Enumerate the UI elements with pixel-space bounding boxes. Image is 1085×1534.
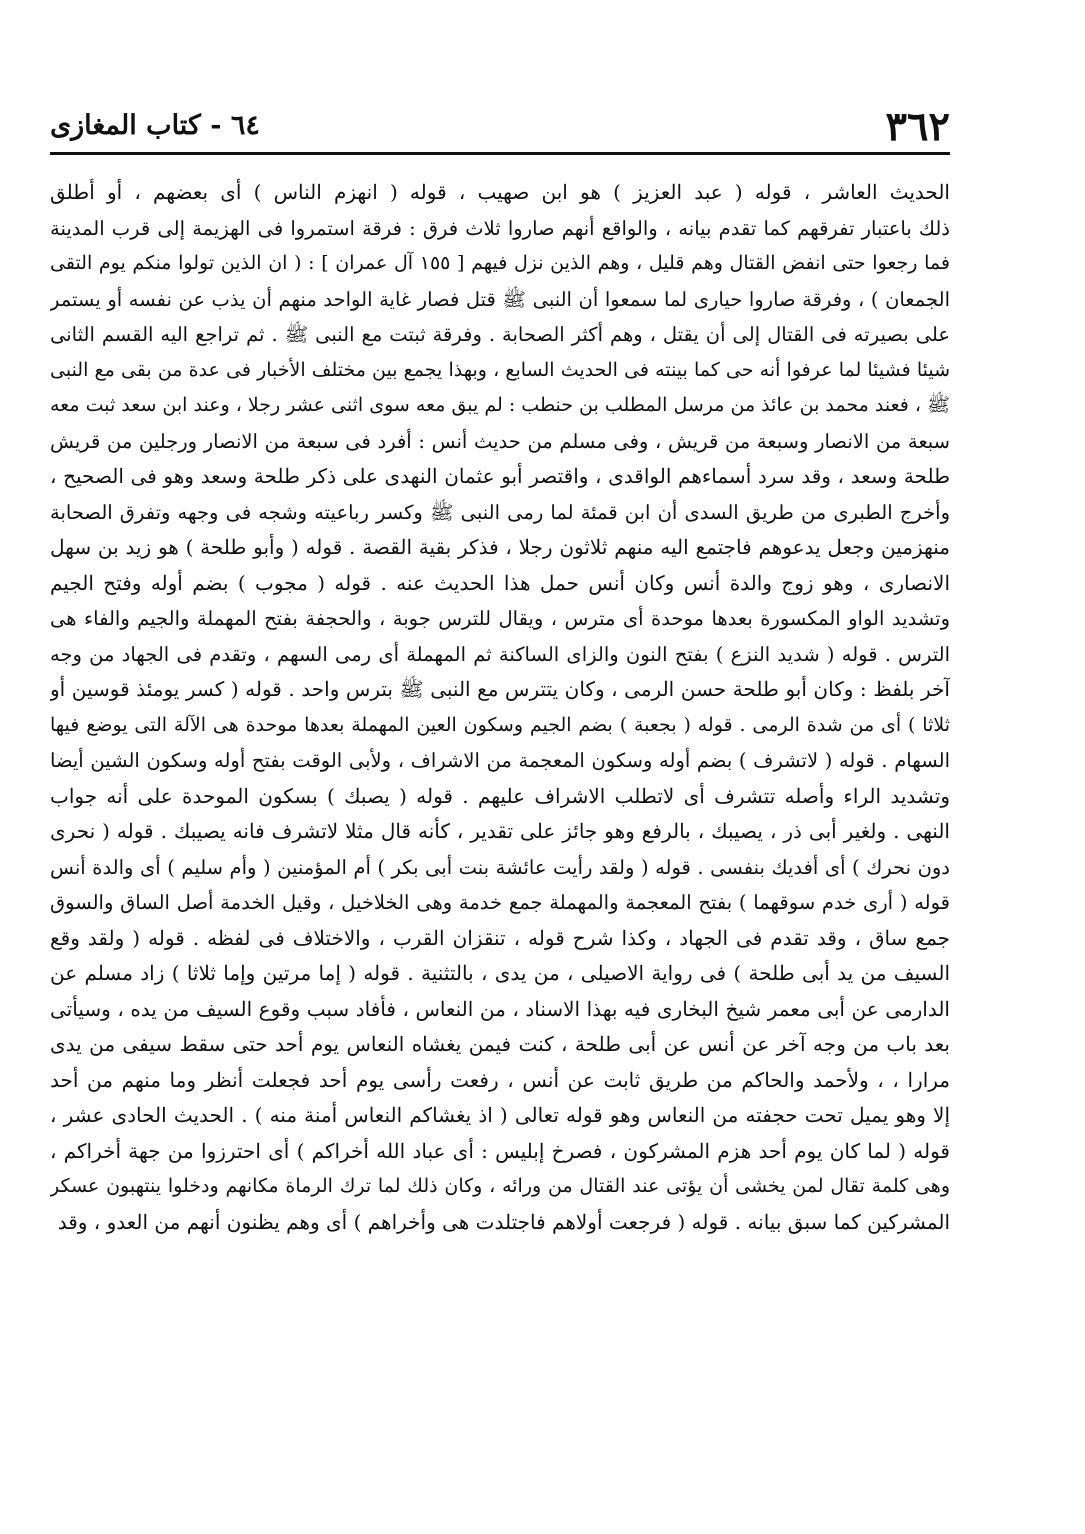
header-rule xyxy=(50,152,950,155)
text-line: ذلك باعتبار تفرقهم كما تقدم بيانه ، والواقع أنهم صاروا ثلاث فرق : فرقة استمروا فى الهزيمة إلى قرب المدينة xyxy=(50,216,950,240)
text-line: ثلاثا ) أى من شدة الرمى . قوله ( بجعبة ) بضم الجيم وسكون العين المهملة بعدها موحدة هى الآلة التى يوضع فيها xyxy=(50,713,950,736)
text-line: مرارا ، ، ولأحمد والحاكم من طريق ثابت عن أنس ، رفعت رأسى يوم أحد فجعلت أنظر وما منهم من أحد xyxy=(50,1067,950,1092)
text-line: على بصيرته فى القتال إلى أن يقتل ، وهم أكثر الصحابة . وفرقة ثبتت مع النبى ﷺ . ثم تراجع اليه القسم الثانى xyxy=(50,323,950,346)
text-line: الدارمى عن أبى معمر شيخ البخارى فيه بهذا الاسناد ، من النعاس ، فأفاد سبب وقوع السيف من يده ، وسيأتى xyxy=(50,996,950,1021)
text-line: آخر بلفظ : وكان أبو طلحة حسن الرمى ، وكان يتترس مع النبى ﷺ بترس واحد . قوله ( كسر يومئذ قوسين أو xyxy=(50,677,950,701)
text-line: فما رجعوا حتى انفض القتال وهم قليل ، وهم الذين نزل فيهم [ ١٥٥ آل عمران ] : ( ان الذين تولوا منكم يوم التقى xyxy=(50,252,950,274)
page-number: ٣٦٢ xyxy=(885,103,950,150)
text-line: المشركين كما سبق بيانه . قوله ( فرجعت أولاهم فاجتلدت هى وأخراهم ) أى وهم يظنون أنهم من العدو ، وقد xyxy=(57,1209,950,1234)
text-line: الترس . قوله ( شديد النزع ) بفتح النون والزاى الساكنة ثم المهملة أى رمى السهم ، وتقدم فى الجهاد من وجه xyxy=(50,642,950,666)
text-line: دون نحرك ) أى أفديك بنفسى . قوله ( ولقد رأيت عائشة بنت أبى بكر ) أم المؤمنين ( وأم سليم ) أى والدة أنس xyxy=(50,855,950,879)
running-title: ٦٤ - كتاب المغازى xyxy=(50,110,260,141)
text-line: إلا وهو يميل تحت حجفته من النعاس وهو قوله تعالى ( اذ يغشاكم النعاس أمنة منه ) . الحديث الحادى عشر ، xyxy=(50,1103,950,1127)
text-line: ﷺ ، فعند محمد بن عائذ من مرسل المطلب بن حنطب : لم يبق معه سوى اثنى عشر رجلا ، وعند ابن سعد ثبت معه xyxy=(50,394,950,416)
text-line: سبعة من الانصار وسبعة من قريش ، وفى مسلم من حديث أنس : أفرد فى سبعة من الانصار ورجلين من قريش xyxy=(50,429,950,453)
text-line: بعد باب من وجه آخر عن أنس عن أبى طلحة ، كنت فيمن يغشاه النعاس يوم أحد حتى سقط سيفى من يدى xyxy=(50,1032,950,1056)
text-line: الانصارى ، وهو زوج والدة أنس وكان أنس حمل هذا الحديث عنه . قوله ( مجوب ) بضم أوله وفتح الجيم xyxy=(50,570,950,595)
text-line: وهى كلمة تقال لمن يخشى أن يؤتى عند القتال من ورائه ، وكان ذلك لما ترك الرماة مكانهم ودخلوا ينتهبون عسكر xyxy=(50,1175,950,1197)
text-line: شيئا فشيئا لما عرفوا أنه حى كما بينته فى الحديث السابع ، وبهذا يجمع بين مختلف الأخبار فى عدة من بقى مع النبى xyxy=(50,358,950,381)
page-header xyxy=(50,102,950,152)
text-line: النهى . ولغير أبى ذر ، يصيبك ، بالرفع وهو جائز على تقدير ، كأنه قال مثلا لاتشرف فانه يصيبك . قوله ( نحرى xyxy=(50,819,950,843)
text-line: السهام . قوله ( لاتشرف ) بضم أوله وسكون المعجمة من الاشراف ، ولأبى الوقت بفتح أوله وسكون الشين أيضا xyxy=(50,749,950,772)
text-line: الحديث العاشر ، قوله ( عبد العزيز ) هو ابن صهيب ، قوله ( انهزم الناس ) أى بعضهم ، أو أطلق xyxy=(50,180,950,204)
text-line: وتشديد الراء وأصله تتشرف أى لاتطلب الاشراف عليهم . قوله ( يصبك ) بسكون الموحدة على أنه جواب xyxy=(50,783,950,808)
text-line: قوله ( لما كان يوم أحد هزم المشركون ، فصرخ إبليس : أى عباد الله أخراكم ) أى احترزوا من جهة أخراكم ، xyxy=(50,1138,950,1163)
text-line: جمع ساق ، وقد تقدم فى الجهاد ، وكذا شرح قوله ، تنقزان القرب ، والاختلاف فى لفظه . قوله ( ولقد وقع xyxy=(50,925,950,950)
text-line: وتشديد الواو المكسورة بعدها موحدة أى مترس ، ويقال للترس جوبة ، والحجفة بفتح المهملة والجيم والفاء هى xyxy=(50,607,950,630)
text-line: قوله ( أرى خدم سوقهما ) بفتح المعجمة والمهملة جمع خدمة وهى الخلاخيل ، وقيل الخدمة أصل الساق والسوق xyxy=(50,891,950,914)
text-line: السيف من يد أبى طلحة ) فى رواية الاصيلى ، من يدى ، بالتثنية . قوله ( إما مرتين وإما ثلاثا ) زاد مسلم عن xyxy=(50,961,950,985)
text-line: طلحة وسعد ، وقد سرد أسماءهم الواقدى ، واقتصر أبو عثمان النهدى على ذكر طلحة وسعد وهو فى الصحيح ، xyxy=(50,464,950,488)
text-line: منهزمين وجعل يدعوهم فاجتمع اليه منهم ثلاثون رجلا ، فذكر بقية القصة . قوله ( وأبو طلحة ) هو زيد بن سهل xyxy=(50,535,950,559)
text-line: الجمعان ) ، وفرقة صاروا حيارى لما سمعوا أن النبى ﷺ قتل فصار غاية الواحد منهم أن يذب عن نفسه أو يستمر xyxy=(50,287,950,311)
commentary-text xyxy=(50,175,950,1240)
text-line: وأخرج الطبرى من طريق السدى أن ابن قمئة لما رمى النبى ﷺ وكسر رباعيته وشجه فى وجهه وتفرق الصحابة xyxy=(50,500,950,524)
